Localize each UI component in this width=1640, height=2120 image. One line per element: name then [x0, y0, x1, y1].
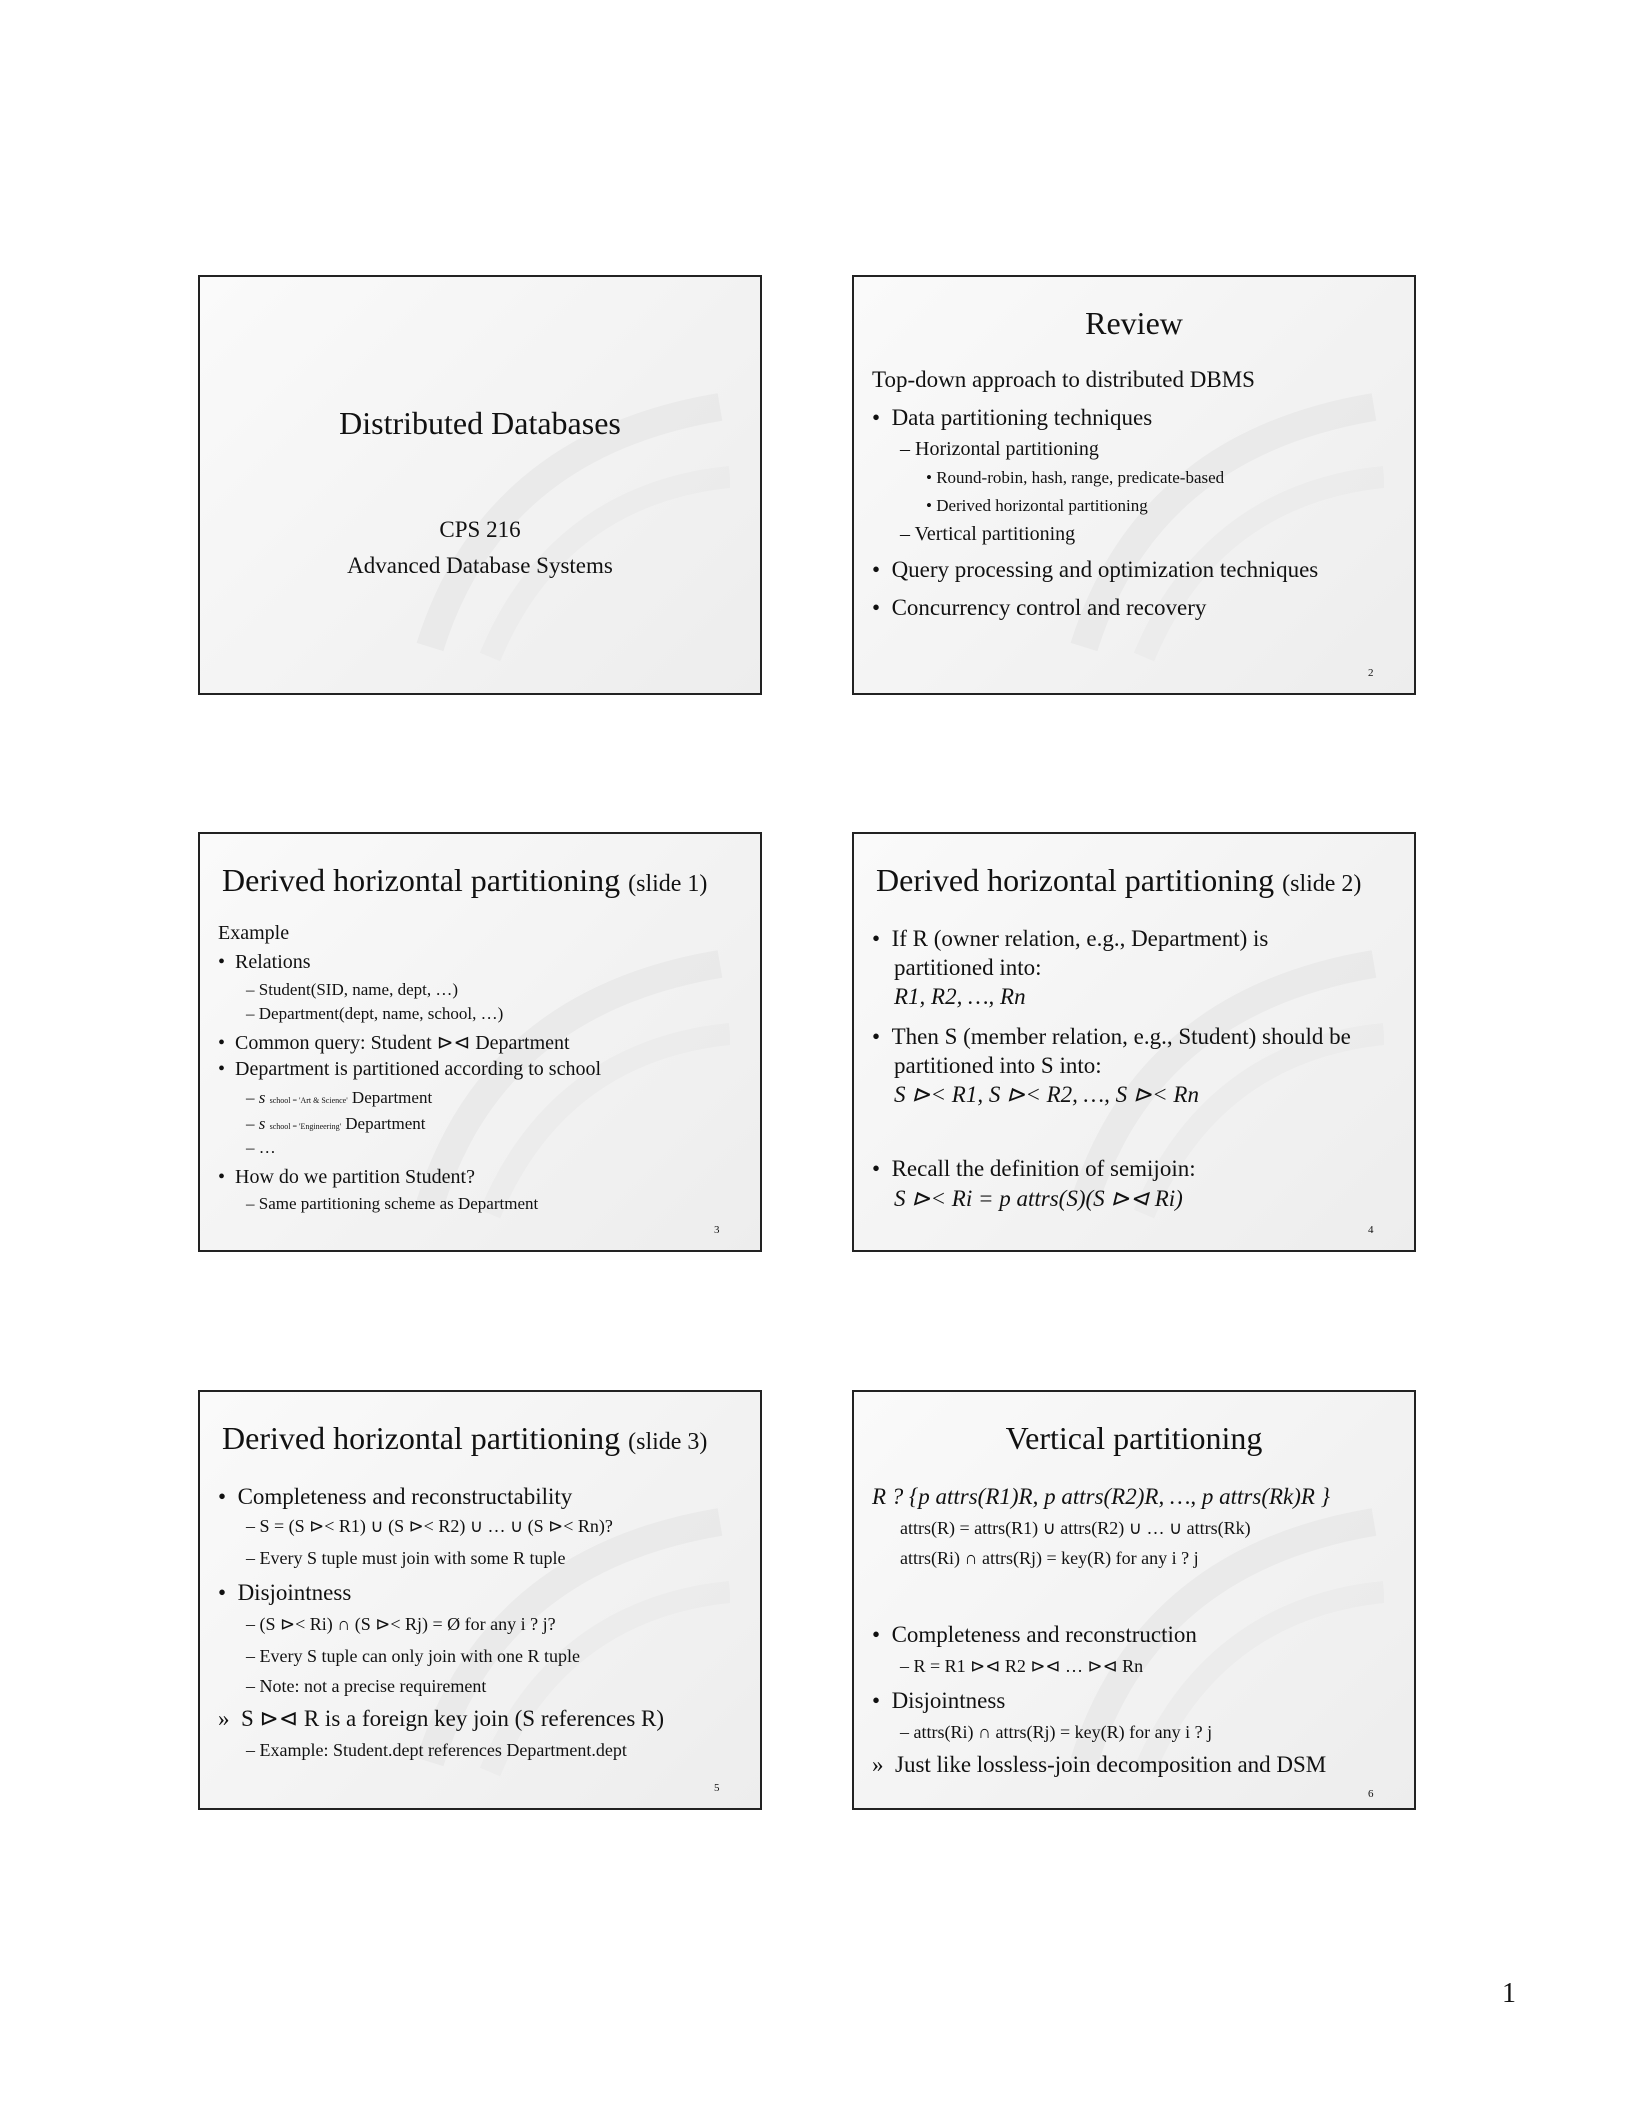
- sub-bullet: – Every S tuple must join with some R tuple: [246, 1548, 566, 1568]
- slide-4: [852, 832, 1416, 1252]
- selection-formula: – s school = 'Art & Science' Department: [246, 1088, 433, 1107]
- sub-sub-bullet: • Round-robin, hash, range, predicate-based: [926, 468, 1225, 487]
- bullet: • Disjointness: [218, 1580, 352, 1605]
- bullet: • Then S (member relation, e.g., Student) should be: [872, 1024, 1351, 1049]
- bullet: • Common query: Student ⊳⊲ Department: [218, 1032, 570, 1054]
- selection-formula: – s school = 'Engineering' Department: [246, 1114, 426, 1133]
- bullet: • Disjointness: [872, 1688, 1006, 1713]
- bullet: • Department is partitioned according to school: [218, 1058, 602, 1080]
- slide-3: [198, 832, 762, 1252]
- slide-title: Vertical partitioning: [1005, 1420, 1263, 1456]
- bullet: • Recall the definition of semijoin:: [872, 1156, 1196, 1181]
- slide-6: [852, 1390, 1416, 1810]
- sub-bullet: – (S ⊳< Ri) ∩ (S ⊳< Rj) = Ø for any i ? j?: [246, 1614, 556, 1634]
- sub-bullet: – Every S tuple can only join with one R tuple: [246, 1646, 580, 1666]
- bullet: • Query processing and optimization techniques: [872, 557, 1319, 582]
- sub-bullet: – Same partitioning scheme as Department: [246, 1194, 539, 1213]
- course-subtitle: Advanced Database Systems: [347, 553, 613, 578]
- bullet: • Completeness and reconstruction: [872, 1622, 1197, 1647]
- bullet: • How do we partition Student?: [218, 1166, 475, 1188]
- formula: S ⊳< Ri = p attrs(S)(S ⊳⊲ Ri): [894, 1186, 1183, 1211]
- sub-bullet: – Student(SID, name, dept, …): [246, 980, 458, 999]
- bullet-continuation: partitioned into S into:: [894, 1053, 1102, 1078]
- bullet-continuation: partitioned into:: [894, 955, 1042, 980]
- slide-number: 2: [1368, 667, 1374, 679]
- bullet: • Relations: [218, 951, 311, 973]
- sub-bullet: – S = (S ⊳< R1) ∪ (S ⊳< R2) ∪ … ∪ (S ⊳< Rn)?: [246, 1516, 613, 1536]
- sub-bullet: – Note: not a precise requirement: [246, 1676, 487, 1696]
- bullet: • Concurrency control and recovery: [872, 595, 1207, 620]
- slide-number: 3: [714, 1224, 720, 1236]
- intro-text: Top-down approach to distributed DBMS: [872, 367, 1255, 392]
- page-number: 1: [1502, 1978, 1516, 2009]
- sub-bullet: – attrs(Ri) ∩ attrs(Rj) = key(R) for any i ? j: [900, 1722, 1213, 1742]
- bullet: • Data partitioning techniques: [872, 405, 1153, 430]
- sub-bullet: – Horizontal partitioning: [900, 438, 1099, 460]
- formula: S ⊳< R1, S ⊳< R2, …, S ⊳< Rn: [894, 1082, 1199, 1107]
- formula: R ? {p attrs(R1)R, p attrs(R2)R, …, p attrs(Rk)R }: [872, 1484, 1330, 1509]
- sub-bullet: – Example: Student.dept references Department.dept: [246, 1740, 627, 1760]
- bullet: • Completeness and reconstructability: [218, 1484, 573, 1509]
- sub-bullet: – Department(dept, name, school, …): [246, 1004, 504, 1023]
- slide-1: [198, 275, 762, 695]
- slide-title: Distributed Databases: [339, 405, 621, 441]
- sub-bullet: – R = R1 ⊳⊲ R2 ⊳⊲ … ⊳⊲ Rn: [900, 1656, 1144, 1676]
- formula: attrs(Ri) ∩ attrs(Rj) = key(R) for any i ? j: [900, 1548, 1199, 1568]
- course-code: CPS 216: [439, 517, 521, 542]
- formula: attrs(R) = attrs(R1) ∪ attrs(R2) ∪ … ∪ attrs(Rk): [900, 1518, 1251, 1538]
- slide-5: [198, 1390, 762, 1810]
- sub-bullet: – Vertical partitioning: [900, 523, 1076, 545]
- slide-number: 4: [1368, 1224, 1374, 1236]
- slide-title: Derived horizontal partitioning (slide 1): [222, 862, 708, 898]
- sub-sub-bullet: • Derived horizontal partitioning: [926, 496, 1148, 515]
- bullet: » Just like lossless-join decomposition and DSM: [872, 1752, 1327, 1777]
- slide-2: [852, 275, 1416, 695]
- example-label: Example: [218, 922, 290, 944]
- sub-bullet: – …: [246, 1138, 276, 1157]
- formula: R1, R2, …, Rn: [894, 984, 1026, 1009]
- slide-title: Derived horizontal partitioning (slide 3): [222, 1420, 708, 1456]
- slide-number: 6: [1368, 1788, 1374, 1800]
- slide-title: Review: [1085, 305, 1183, 341]
- slide-number: 5: [714, 1782, 720, 1794]
- bullet: » S ⊳⊲ R is a foreign key join (S references R): [218, 1706, 665, 1731]
- slide-title: Derived horizontal partitioning (slide 2): [876, 862, 1362, 898]
- bullet: • If R (owner relation, e.g., Department) is: [872, 926, 1269, 951]
